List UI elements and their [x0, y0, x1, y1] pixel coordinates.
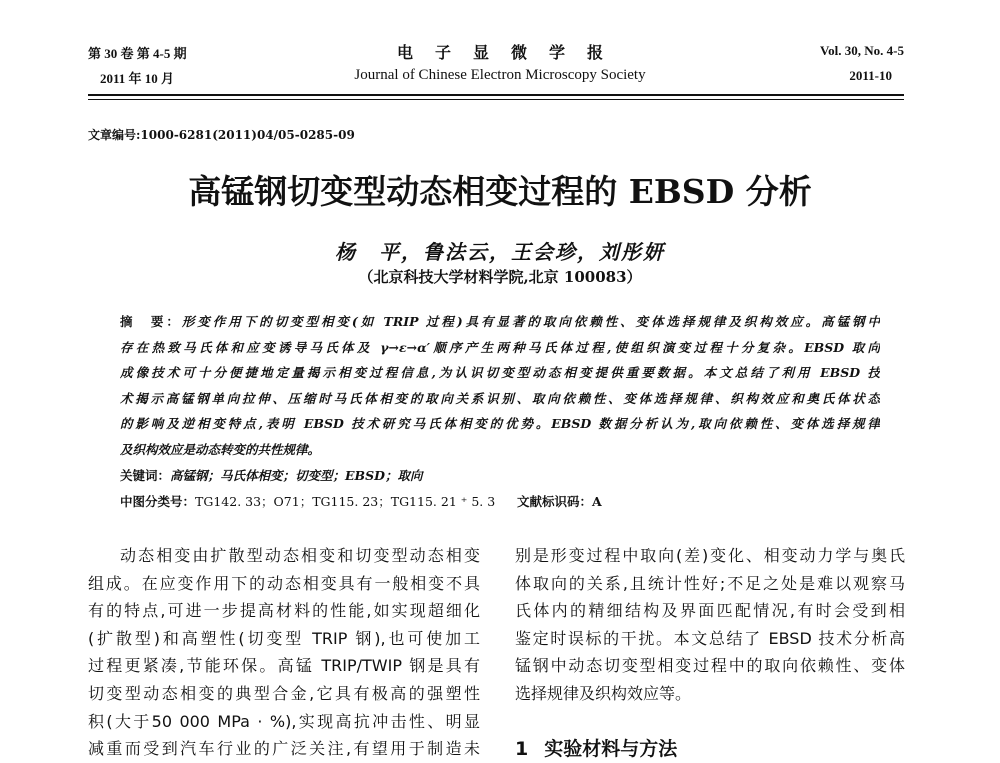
classification-label: 中图分类号：	[120, 494, 196, 509]
document-code-value: A	[592, 494, 602, 509]
abstract	[120, 309, 880, 462]
header-rule-thick	[88, 94, 904, 96]
body-line: 氏体内的精细结构及界面匹配情况,有时会受到相	[515, 601, 905, 621]
abstract-label: 摘 要：	[120, 314, 182, 329]
author-list: 杨 平，鲁法云，王会珍，刘彤妍	[335, 240, 665, 264]
body-line: 切变型动态相变的典型合金,它具有极高的强塑性	[88, 683, 480, 703]
abstract-line: 术揭示高锰钢单向拉伸、压缩时马氏体相变的取向关系识别、取向依赖性、变体选择规律、织构效应和奥氏体状态	[120, 390, 880, 406]
header-date-en: 2011-10	[849, 68, 892, 83]
abstract-line: 存在热致马氏体和应变诱导马氏体及 γ→ε→α′顺序产生两种马氏体过程,使组织演变过程十分复杂。EBSD 取向	[120, 339, 880, 355]
header-journal-cn: 电子显微学报	[396, 43, 625, 62]
paper-title: 高锰钢切变型动态相变过程的 EBSD 分析	[188, 172, 812, 211]
header-rule-thin	[88, 99, 904, 100]
section-number: 1	[515, 738, 529, 760]
body-line: 有的特点,可进一步提高材料的性能,如实现超细化	[88, 601, 480, 621]
body-line: 鉴定时误标的干扰。本文总结了 EBSD 技术分析高	[515, 628, 905, 648]
body-right-column	[515, 542, 905, 708]
abstract-line: 的影响及逆相变特点,表明 EBSD 技术研究马氏体相变的优势。EBSD 数据分析认为,取向依赖性、变体选择规律	[120, 416, 880, 431]
body-line: (扩散型)和高塑性(切变型 TRIP 钢),也可使加工	[88, 628, 480, 648]
abstract-line: 及织构效应是动态转变的共性规律。	[120, 441, 321, 457]
body-line: 别是形变过程中取向(差)变化、相变动力学与奥氏	[515, 546, 905, 565]
body-line: 动态相变由扩散型动态相变和切变型动态相变	[120, 546, 480, 565]
body-line: 减重而受到汽车行业的广泛关注,有望用于制造未	[88, 739, 480, 759]
abstract-line: 摘 要：形变作用下的切变型相变(如 TRIP 过程)具有显著的取向依赖性、变体选择规律及织构效应。高锰钢中	[120, 314, 880, 329]
section-heading	[515, 734, 677, 761]
header-volume-cn: 第 30 卷 第 4-5 期	[88, 46, 187, 61]
header-date-cn: 2011 年 10 月	[100, 71, 175, 86]
body-line: 组成。在应变作用下的动态相变具有一般相变不具	[88, 573, 480, 593]
document-code-label: 文献标识码：	[517, 494, 593, 509]
body-left-column	[88, 542, 480, 763]
keywords-text: 高锰钢；马氏体相变；切变型；EBSD；取向	[170, 468, 423, 483]
keywords	[120, 466, 422, 484]
section-title: 实验材料与方法	[544, 738, 678, 760]
body-line: 积(大于50 000 MPa · %),实现高抗冲击性、明显	[88, 711, 480, 731]
body-line: 体取向的关系,且统计性好;不足之处是难以观察马	[515, 573, 905, 593]
classification	[120, 492, 495, 510]
abstract-line: 成像技术可十分便捷地定量揭示相变过程信息,为认识切变型动态相变提供重要数据。本文总结了利用 EBSD 技	[120, 365, 880, 380]
body-line: 锰钢中动态切变型相变过程中的取向依赖性、变体	[515, 656, 905, 676]
header-volume-en: Vol. 30, No. 4-5	[819, 43, 904, 58]
affiliation: （北京科技大学材料学院,北京 100083）	[358, 268, 642, 286]
body-line: 选择规律及织构效应等。	[515, 683, 692, 703]
classification-text: TG142. 33；O71；TG115. 23；TG115. 21 ⁺ 5. 3	[195, 494, 496, 509]
article-id: 文章编号:1000-6281(2011)04/05-0285-09	[88, 128, 355, 142]
document-code	[517, 492, 602, 510]
body-line: 过程更紧凑,节能环保。高锰 TRIP/TWIP 钢是具有	[88, 656, 480, 676]
keywords-label: 关键词：	[120, 468, 171, 483]
header-journal-en: Journal of Chinese Electron Microscopy Society	[354, 67, 646, 83]
